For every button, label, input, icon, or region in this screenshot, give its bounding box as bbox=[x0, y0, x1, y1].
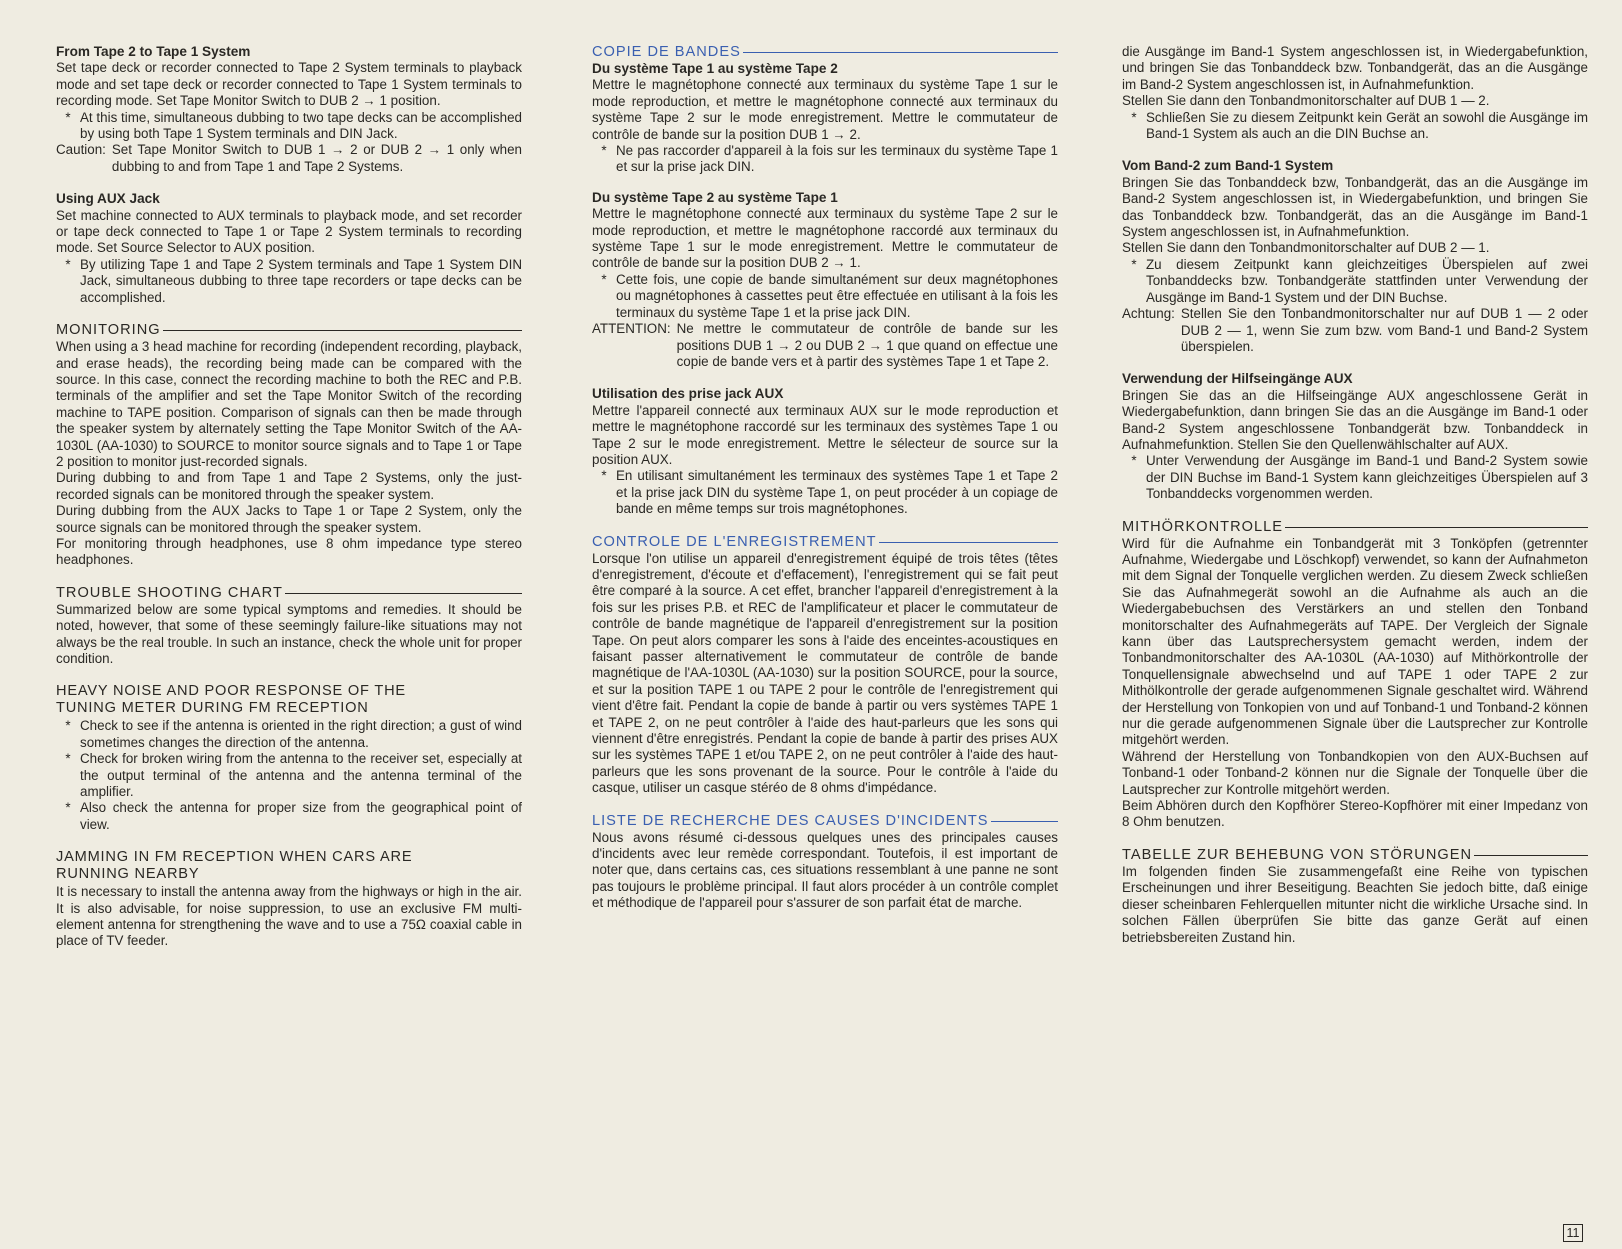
section-band1-continued bbox=[1122, 44, 1588, 142]
bullet-mark: * bbox=[65, 718, 71, 734]
section-heading bbox=[56, 322, 522, 339]
heading-rule bbox=[743, 52, 1058, 53]
section-hilfseingaenge-aux bbox=[1122, 371, 1588, 502]
section-heading bbox=[592, 813, 1058, 830]
section-tape2-to-tape1 bbox=[56, 44, 522, 175]
paragraph: Mettre le magnétophone connecté aux terminaux du système Tape 2 sur le mode reproduction, et mettre le magnétophone raccordé aux terminaux du système Tape 1 sur le mode enregistrement. Mettre le commutateur de contrôle de bande sur la position DUB 2 → 1. bbox=[592, 206, 1058, 271]
section-liste-incidents bbox=[592, 813, 1058, 912]
paragraph: Bringen Sie das Tonbanddeck bzw, Tonbandgerät, das an die Ausgänge im Band-2 System angeschlossen ist, in Wiedergabefunktion, und bringen Sie das Tonbanddeck bzw. Tonbandgerät, das an die Ausgänge im Band-1 System angeschlossen ist, in Aufnahmefunktion. bbox=[1122, 174, 1588, 240]
section-heading bbox=[1122, 519, 1588, 536]
paragraph: It is necessary to install the antenna away from the highways or high in the air. It is also advisable, for noise suppression, to use an exclusive FM multi-element antenna for strengthening the wave and to use a 75Ω coaxial cable in place of TV feeder. bbox=[56, 884, 522, 949]
heading-rule bbox=[1285, 527, 1588, 528]
english-column bbox=[56, 44, 522, 966]
paragraph: Lorsque l'on utilise un appareil d'enregistrement équipé de trois têtes (têtes d'enregistrement, d'écoute et d'effacement), l'enregistrement qui se fait peut être comparé à la source. A cet effet, brancher l'appareil d'enregistrement à la fois sur les prises P.B. et REC de l'amplificateur et placer le commutateur de contrôle de bande magnétique de l'appareil d'enregistrement sur la position Tape. On peut alors comparer les sons à l'aide des enceintes-acoustiques en faisant passer alternativement le commutateur de contrôle de bande magnétique de l'AA-1030L (AA-1030) sur la position SOURCE, pour la source, et sur la position TAPE 1 ou TAPE 2 pour le contrôle de l'enregistrement qui vient d'être fait. Pendant la copie de bande à partir ou vers systèmes TAPE 1 et TAPE 2, on ne peut contrôler à l'aide des haut-parleurs que les sons qui viennent d'être enregistrés. Pendant la copie de bande à partir des prises AUX sur les systèmes TAPE 1 et/ou TAPE 2, on ne peut contrôler à l'aide des haut-parleurs que les sons provenant de la source. Pour le contrôle à l'aide du casque, utiliser un casque stéréo de 8 ohms d'impédance. bbox=[592, 550, 1058, 796]
page-number: 11 bbox=[1563, 1224, 1583, 1242]
bullet-item bbox=[56, 718, 522, 751]
paragraph: Stellen Sie dann den Tonbandmonitorschalter auf DUB 1 — 2. bbox=[1122, 93, 1490, 109]
section-heavy-noise bbox=[56, 683, 522, 833]
section-subtitle: Utilisation des prise jack AUX bbox=[592, 386, 784, 402]
bullet-mark: * bbox=[601, 143, 607, 159]
paragraph: During dubbing to and from Tape 1 and Tape 2 Systems, only the just-recorded signals can be monitored through the speaker system. bbox=[56, 470, 522, 502]
heading-text: TABELLE ZUR BEHEBUNG VON STÖRUNGEN bbox=[1122, 846, 1472, 863]
heading-rule bbox=[285, 593, 522, 594]
attention-label: ATTENTION: bbox=[592, 321, 671, 337]
heading-text: COPIE DE BANDES bbox=[592, 44, 741, 60]
bullet-text: En utilisant simultanément les terminaux des systèmes Tape 1 et Tape 2 et la prise jack DIN du système Tape 1, on peut procéder à un copiage de bande en même temps sur trois magnétophones. bbox=[616, 468, 1058, 517]
achtung-note bbox=[1122, 306, 1588, 355]
bullet-item bbox=[1122, 453, 1588, 502]
caution-note bbox=[56, 142, 522, 175]
heading-text: LISTE DE RECHERCHE DES CAUSES D'INCIDENTS bbox=[592, 812, 989, 829]
section-copie-de-bandes bbox=[592, 44, 1058, 370]
bullet-mark: * bbox=[65, 751, 71, 767]
section-jamming bbox=[56, 849, 522, 950]
bullet-mark: * bbox=[601, 271, 607, 287]
bullet-mark: * bbox=[65, 256, 71, 272]
heading-rule bbox=[879, 542, 1058, 543]
heading-rule bbox=[1474, 855, 1588, 856]
heading-text: CONTROLE DE L'ENREGISTREMENT bbox=[592, 533, 877, 550]
paragraph: Beim Abhören durch den Kopfhörer Stereo-Kopfhörer mit einer Impedanz von 8 Ohm benutzen. bbox=[1122, 798, 1588, 830]
paragraph: When using a 3 head machine for recording (independent recording, playback, and erase heads), the recording being made can be compared with the source. In this case, connect the recording machine to both the REC and P.B. terminals of the amplifier and set the Tape Monitor Switch of the recording machine to TAPE position. Comparison of signals can then be made through the speaker system by alternately setting the Tape Monitor Switch of the AA-1030L (AA-1030) to SOURCE to monitor source signals and to Tape 1 or Tape 2 position to monitor just-recorded signals. bbox=[56, 339, 522, 469]
bullet-mark: * bbox=[65, 109, 71, 125]
paragraph: Nous avons résumé ci-dessous quelques unes des principales causes d'incidents avec leur remède correspondant. Toutefois, il est important de noter que, dans certains cas, ces situations ressemblant à une panne ne sont pas toujours le problème principal. Il faut alors procéder à un contrôle complet et méthodique de l'appareil pour s'assurer de son parfait état de marche. bbox=[592, 829, 1058, 911]
paragraph: Summarized below are some typical symptoms and remedies. It should be noted, however, that some of these seemingly failure-like situations may not always be the real trouble. In such an instance, check the whole unit for proper condition. bbox=[56, 601, 522, 666]
bullet-item bbox=[1122, 257, 1588, 306]
section-subtitle: From Tape 2 to Tape 1 System bbox=[56, 44, 251, 59]
section-tabelle-stoerungen bbox=[1122, 847, 1588, 946]
section-mithoerkontrolle bbox=[1122, 519, 1588, 831]
section-subtitle: Du système Tape 2 au système Tape 1 bbox=[592, 189, 838, 205]
paragraph: Mettre le magnétophone connecté aux terminaux du système Tape 1 sur le mode reproduction, et mettre le magnétophone connecté aux terminaux du système Tape 2 sur le mode enregistrement. Mettre le commutateur de contrôle de bande sur la position DUB 1 → 2. bbox=[592, 77, 1058, 142]
paragraph: During dubbing from the AUX Jacks to Tape 1 or Tape 2 System, only the source signals can be monitored through the speaker system. bbox=[56, 503, 522, 535]
bullet-text: Check to see if the antenna is oriented in the right direction; a gust of wind sometimes changes the direction of the antenna. bbox=[80, 718, 522, 750]
french-column bbox=[592, 44, 1058, 928]
section-monitoring bbox=[56, 322, 522, 569]
section-heading bbox=[1122, 847, 1588, 864]
section-subtitle: Using AUX Jack bbox=[56, 191, 160, 207]
heading-text: MITHÖRKONTROLLE bbox=[1122, 518, 1283, 535]
section-heading bbox=[56, 585, 522, 602]
section-heading bbox=[56, 849, 522, 883]
heading-text: MONITORING bbox=[56, 322, 161, 339]
caution-label: Caution: bbox=[56, 142, 106, 158]
section-utilisation-aux bbox=[592, 386, 1058, 517]
paragraph: Stellen Sie dann den Tonbandmonitorschalter auf DUB 2 — 1. bbox=[1122, 240, 1490, 256]
bullet-text: By utilizing Tape 1 and Tape 2 System terminals and Tape 1 System DIN Jack, simultaneous dubbing to three tape recorders or tape decks can be accomplished. bbox=[80, 256, 522, 305]
paragraph: For monitoring through headphones, use 8 ohm impedance type stereo headphones. bbox=[56, 535, 522, 568]
section-subtitle: Vom Band-2 zum Band-1 System bbox=[1122, 158, 1334, 174]
achtung-label: Achtung: bbox=[1122, 306, 1175, 322]
bullet-item bbox=[56, 751, 522, 800]
bullet-mark: * bbox=[1131, 109, 1137, 125]
section-heading bbox=[592, 44, 1058, 61]
heading-line: HEAVY NOISE AND POOR RESPONSE OF THE bbox=[56, 683, 406, 700]
achtung-text: Stellen Sie den Tonbandmonitorschalter nur auf DUB 1 — 2 oder DUB 2 — 1, wenn Sie zum bzw. vom Band-1 und Band-2 System überspielen. bbox=[1180, 306, 1588, 354]
bullet-item bbox=[56, 110, 522, 143]
section-heading bbox=[56, 683, 522, 717]
heading-line: RUNNING NEARBY bbox=[56, 866, 200, 883]
heading-text: TROUBLE SHOOTING CHART bbox=[56, 584, 283, 601]
caution-text: Set Tape Monitor Switch to DUB 1 → 2 or DUB 2 → 1 only when dubbing to and from Tape 1 and Tape 2 Systems. bbox=[111, 142, 522, 174]
bullet-mark: * bbox=[601, 468, 607, 484]
section-subtitle: Du système Tape 1 au système Tape 2 bbox=[592, 61, 838, 76]
section-trouble-shooting bbox=[56, 585, 522, 668]
paragraph: Set machine connected to AUX terminals to playback mode, and set recorder or tape deck connected to Tape 1 or Tape 2 System terminals to recording mode. Set Source Selector to AUX position. bbox=[56, 207, 522, 256]
bullet-item bbox=[1122, 110, 1588, 143]
heading-line: JAMMING IN FM RECEPTION WHEN CARS ARE bbox=[56, 849, 413, 866]
paragraph: Bringen Sie das an die Hilfseingänge AUX angeschlossene Gerät in Wiedergabefunktion, dann bringen Sie das an die Ausgänge im Band-1 oder Band-2 System angeschlossene Tonbandgerät bzw. Tonbanddeck in Aufnahmefunktion. Stellen Sie den Quellenwählschalter auf AUX. bbox=[1122, 387, 1588, 452]
attention-text: Ne mettre le commutateur de contrôle de bande sur les positions DUB 1 → 2 ou DUB 2 → 1 que quand on effectue une copie de bande vers et à partir des systèmes Tape 1 et Tape 2. bbox=[676, 321, 1058, 369]
bullet-item bbox=[592, 468, 1058, 517]
bullet-text: Cette fois, une copie de bande simultanément sur deux magnétophones ou magnétophones à cassettes peut être effectuée en utilisant à la fois les terminaux du système Tape 1 et la prise jack DIN. bbox=[616, 271, 1058, 320]
bullet-text: At this time, simultaneous dubbing to two tape decks can be accomplished by using both Tape 1 System terminals and DIN Jack. bbox=[80, 109, 522, 142]
bullet-text: Ne pas raccorder d'appareil à la fois sur les terminaux du système Tape 1 et sur la prise jack DIN. bbox=[616, 143, 1058, 175]
bullet-text: Schließen Sie zu diesem Zeitpunkt kein Gerät an sowohl die Ausgänge im Band-1 System als auch an die DIN Buchse an. bbox=[1146, 109, 1588, 142]
attention-note bbox=[592, 321, 1058, 370]
bullet-text: Zu diesem Zeitpunkt kann gleichzeitiges Überspielen auf zwei Tonbanddecks bzw. Tonbandgeräte stattfinden unter Verwendung der Ausgänge im Band-1 System und der DIN Buchse. bbox=[1146, 256, 1588, 305]
bullet-text: Also check the antenna for proper size from the geographical point of view. bbox=[80, 800, 522, 832]
bullet-item bbox=[56, 800, 522, 833]
german-column bbox=[1122, 44, 1588, 962]
bullet-text: Check for broken wiring from the antenna to the receiver set, especially at the output terminal of the antenna and the antenna terminal of the amplifier. bbox=[80, 751, 522, 800]
bullet-mark: * bbox=[1131, 453, 1137, 469]
bullet-mark: * bbox=[65, 800, 71, 816]
paragraph: Im folgenden finden Sie zusammengefaßt eine Reihe von typischen Erscheinungen und ihrer Beseitigung. Beachten Sie jedoch bitte, daß einige dieser scheinbaren Fehlerquellen mitunter nicht die wirkliche Ursache sind. In solchen Fällen überprüfen Sie bitte das ganze Gerät auf einen betriebsbereiten Zustand hin. bbox=[1122, 863, 1588, 945]
section-band2-zum-band1 bbox=[1122, 158, 1588, 355]
bullet-item bbox=[592, 272, 1058, 321]
bullet-mark: * bbox=[1131, 256, 1137, 272]
heading-rule bbox=[991, 821, 1058, 822]
section-using-aux-jack bbox=[56, 191, 522, 306]
bullet-text: Unter Verwendung der Ausgänge im Band-1 und Band-2 System sowie der DIN Buchse im Band-1 System kann gleichzeitiges Überspielen auf 3 Tonbanddecks vorgenommen werden. bbox=[1146, 453, 1588, 502]
paragraph: Wird für die Aufnahme ein Tonbandgerät mit 3 Tonköpfen (getrennter Aufnahme, Wiedergabe und Löschkopf) verwendet, so kann der Aufnahmeton mit dem Signal der Tonquelle verglichen werden. Zu diesem Zweck schließen Sie das Aufnahmegerät sowohl an die Aufnahme als auch an die Wiedergabebuchsen des Verstärkers an und stellen den Tonband monitorschalter des Aufnahmegeräts auf TAPE. Der Vergleich der Signale kann über das Lautsprechersystem gemacht werden, indem der Tonbandmonitorschalter des AA-1030L (AA-1030) auf Mithörkontrolle der Tonquellensignale abwechselnd und auf TAPE 1 oder TAPE 2 zur Mithölkontrolle der gerade aufgenommenen Signale geschaltet wird. Während der Herstellung von Tonkopien von und auf Tonband-1 und Tonband-2 können nur die gerade aufgenommenen Signale über die Lautsprecher zur Kontrolle mitgehört werden. bbox=[1122, 535, 1588, 748]
heading-rule bbox=[163, 330, 522, 331]
paragraph: Während der Herstellung von Tonbandkopien von den AUX-Buchsen auf Tonband-1 oder Tonband-2 können nur die Signale der Tonquelle über die Lautsprecher zur Kontrolle mitgehört werden. bbox=[1122, 748, 1588, 797]
paragraph: Set tape deck or recorder connected to Tape 2 System terminals to playback mode and set tape deck or recorder connected to Tape 1 System terminals to recording mode. Set Tape Monitor Switch to DUB 2 → 1 position. bbox=[56, 60, 522, 109]
heading-line: TUNING METER DURING FM RECEPTION bbox=[56, 700, 369, 717]
paragraph: die Ausgänge im Band-1 System angeschlossen ist, in Wiedergabefunktion, und bringen Sie das Tonbanddeck bzw. Tonbandgerät, das an die Ausgänge im Band-2 System angeschlossen ist, in Aufnahmefunktion. bbox=[1122, 44, 1588, 92]
section-heading bbox=[592, 534, 1058, 551]
bullet-item bbox=[56, 257, 522, 306]
section-subtitle: Verwendung der Hilfseingänge AUX bbox=[1122, 371, 1353, 387]
section-controle-enregistrement bbox=[592, 534, 1058, 797]
bullet-item bbox=[592, 143, 1058, 176]
paragraph: Mettre l'appareil connecté aux terminaux AUX sur le mode reproduction et mettre le magnétophone raccordé sur les terminaux des systèmes Tape 1 ou Tape 2 sur le mode enregistrement. Mettre le sélecteur de source sur la position AUX. bbox=[592, 402, 1058, 467]
